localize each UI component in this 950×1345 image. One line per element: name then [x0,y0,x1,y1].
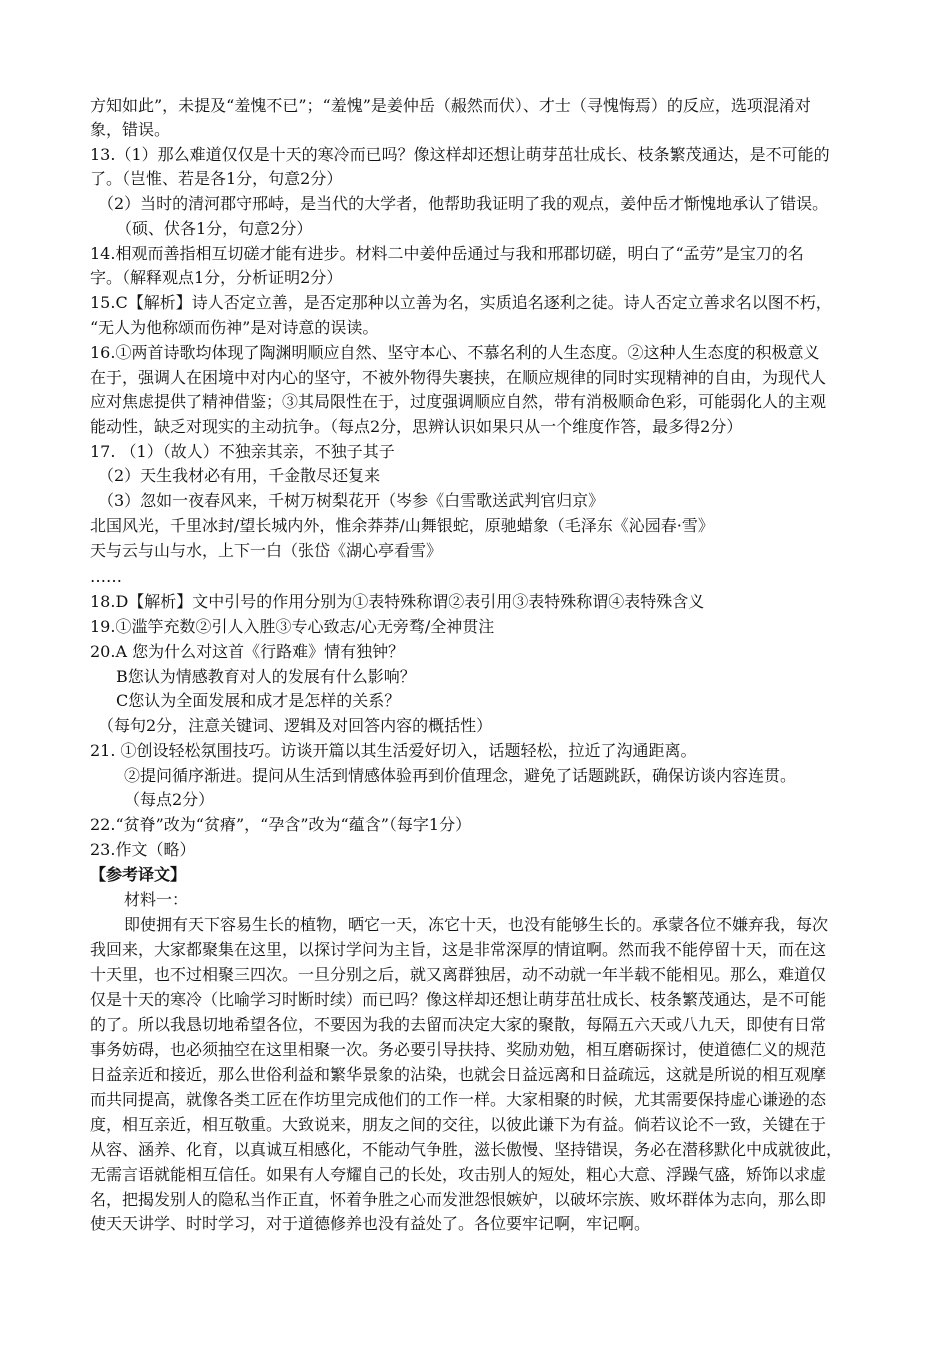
text-line: 23.作文（略） [90,840,196,859]
text-line: 21. ①创设轻松氛围技巧。访谈开篇以其生活爱好切入，话题轻松，拉近了沟通距离。 [90,741,697,760]
text-line: 19.①滥竽充数②引人入胜③专心致志/心无旁骛/全神贯注 [90,617,495,636]
text-line: 字。（解释观点1分，分析证明2分） [90,268,343,287]
text-line: 事务妨碍，也必须抽空在这里相聚一次。务必要引导扶持、奖励劝勉，相互磨砺探讨，使道德仁义的规范 [90,1040,827,1059]
text-line: 应对焦虑提供了精神借鉴；③其局限性在于，过度强调顺应自然，带有消极顺命色彩，可能弱化人的主观 [90,392,827,411]
section-heading: 【参考译文】 [90,865,187,884]
text-line: ②提问循序渐进。提问从生活到情感体验再到价值理念，避免了话题跳跃，确保访谈内容连贯。 [124,766,797,785]
text-line: 15.C【解析】诗人否定立善，是否定那种以立善为名，实质追名逐利之徒。诗人否定立善求名以图不朽， [90,293,832,312]
text-line: 13.（1）那么难道仅仅是十天的寒冷而已吗？像这样却还想让萌芽茁壮成长、枝条繁茂通达，是不可能的 [90,145,830,164]
text-line: 度，相互亲近，相互敬重。大致说来，朋友之间的交往，以彼此谦下为有益。倘若议论不一致，关键在于 [90,1115,827,1134]
text-line: （3）忽如一夜春风来，千树万树梨花开（岑参《白雪歌送武判官归京》 [98,491,605,510]
text-line: …… [90,567,122,586]
text-line: 17. （1）（故人）不独亲其亲，不独子其子 [90,442,395,461]
text-line: 无需言语就能相互信任。如果有人夸耀自己的长处，攻击别人的短处，粗心大意、浮躁气盛，矫饰以求虚 [90,1165,827,1184]
text-line: 仅是十天的寒冷（比喻学习时断时续）而已吗？像这样却还想让萌芽茁壮成长、枝条繁茂通达，是不可能 [90,990,827,1009]
text-line: 使天天讲学、时时学习，对于道德修养也没有益处了。各位要牢记啊，牢记啊。 [90,1214,651,1233]
text-line: 18.D【解析】文中引号的作用分别为①表特殊称谓②表引用③表特殊称谓④表特殊含义 [90,592,705,611]
text-line: 从容、涵养、化育，以真诚互相感化，不能动气争胜，滋长傲慢、坚持错误，务必在潜移默化中成就彼此， [90,1140,843,1159]
text-line: 能动性，缺乏对现实的主动抗争。（每点2分，思辨认识如果只从一个维度作答，最多得2分） [90,417,743,436]
text-line: 我回来，大家都聚集在这里，以探讨学问为主旨，这是非常深厚的情谊啊。然而我不能停留十天，而在这 [90,940,827,959]
text-line: （每句2分，注意关键词、逻辑及对回答内容的概括性） [98,716,493,735]
text-line: 北国风光，千里冰封/望长城内外，惟余莽莽/山舞银蛇，原驰蜡象（毛泽东《沁园春·雪》 [90,516,714,535]
text-line: 即使拥有天下容易生长的植物，晒它一天，冻它十天，也没有能够生长的。承蒙各位不嫌弃我，每次 [124,915,829,934]
text-line: 十天里，也不过相聚三四次。一旦分别之后，就又离群独居，动不动就一年半载不能相见。那么，难道仅 [90,965,827,984]
text-line: 天与云与山与水，上下一白（张岱《湖心亭看雪》 [90,541,443,560]
text-line: 而共同提高，就像各类工匠在作坊里完成他们的工作一样。大家相聚的时候，尤其需要保持虚心谦逊的态 [90,1090,827,1109]
text-line: （2）天生我材必有用，千金散尽还复来 [98,466,381,485]
text-line: （2）当时的清河郡守邢峙，是当代的大学者，他帮助我证明了我的观点，姜仲岳才惭愧地承认了错误。 [98,194,829,213]
text-line: 14.相观而善指相互切磋才能有进步。材料二中姜仲岳通过与我和邢郡切磋，明白了“孟劳”是宝刀的名 [90,244,804,263]
text-line: 象，错误。 [90,120,171,139]
text-line: （每点2分） [124,790,215,809]
text-line: 的了。所以我恳切地希望各位，不要因为我的去留而决定大家的聚散，每隔五六天或八九天，即使有日常 [90,1015,827,1034]
text-line: （硕、伏各1分，句意2分） [116,219,313,238]
text-line: 在于，强调人在困境中对内心的坚守，不被外物得失裹挟，在顺应规律的同时实现精神的自由，为现代人 [90,368,827,387]
text-line: 16.①两首诗歌均体现了陶渊明顺应自然、坚守本心、不慕名利的人生态度。②这种人生态度的积极意义 [90,343,820,362]
text-line: “无人为他称颂而伤神”是对诗意的误读。 [90,318,379,337]
text-line: 名，把揭发别人的隐私当作正直，怀着争胜之心而发泄怨恨嫉妒，以破坏宗族、败坏群体为志向，那么即 [90,1190,827,1209]
text-line: C您认为全面发展和成才是怎样的关系？ [116,691,401,710]
text-line: 材料一： [124,890,189,909]
text-line: B您认为情感教育对人的发展有什么影响？ [116,667,416,686]
text-line: 了。（岂惟、若是各1分，句意2分） [90,169,343,188]
text-line: 22.“贫脊”改为“贫瘠”，“孕含”改为“蕴含”（每字1分） [90,815,472,834]
text-line: 20.A 您为什么对这首《行路难》情有独钟？ [90,642,405,661]
text-line: 方知如此”，未提及“羞愧不已”；“羞愧”是姜仲岳（赧然而伏）、才士（寻愧悔焉）的反应，选项混淆对 [90,96,811,115]
text-line: 日益亲近和接近，那么世俗利益和繁华景象的沾染，也就会日益远离和日益疏远，这就是所说的相互观摩 [90,1065,827,1084]
